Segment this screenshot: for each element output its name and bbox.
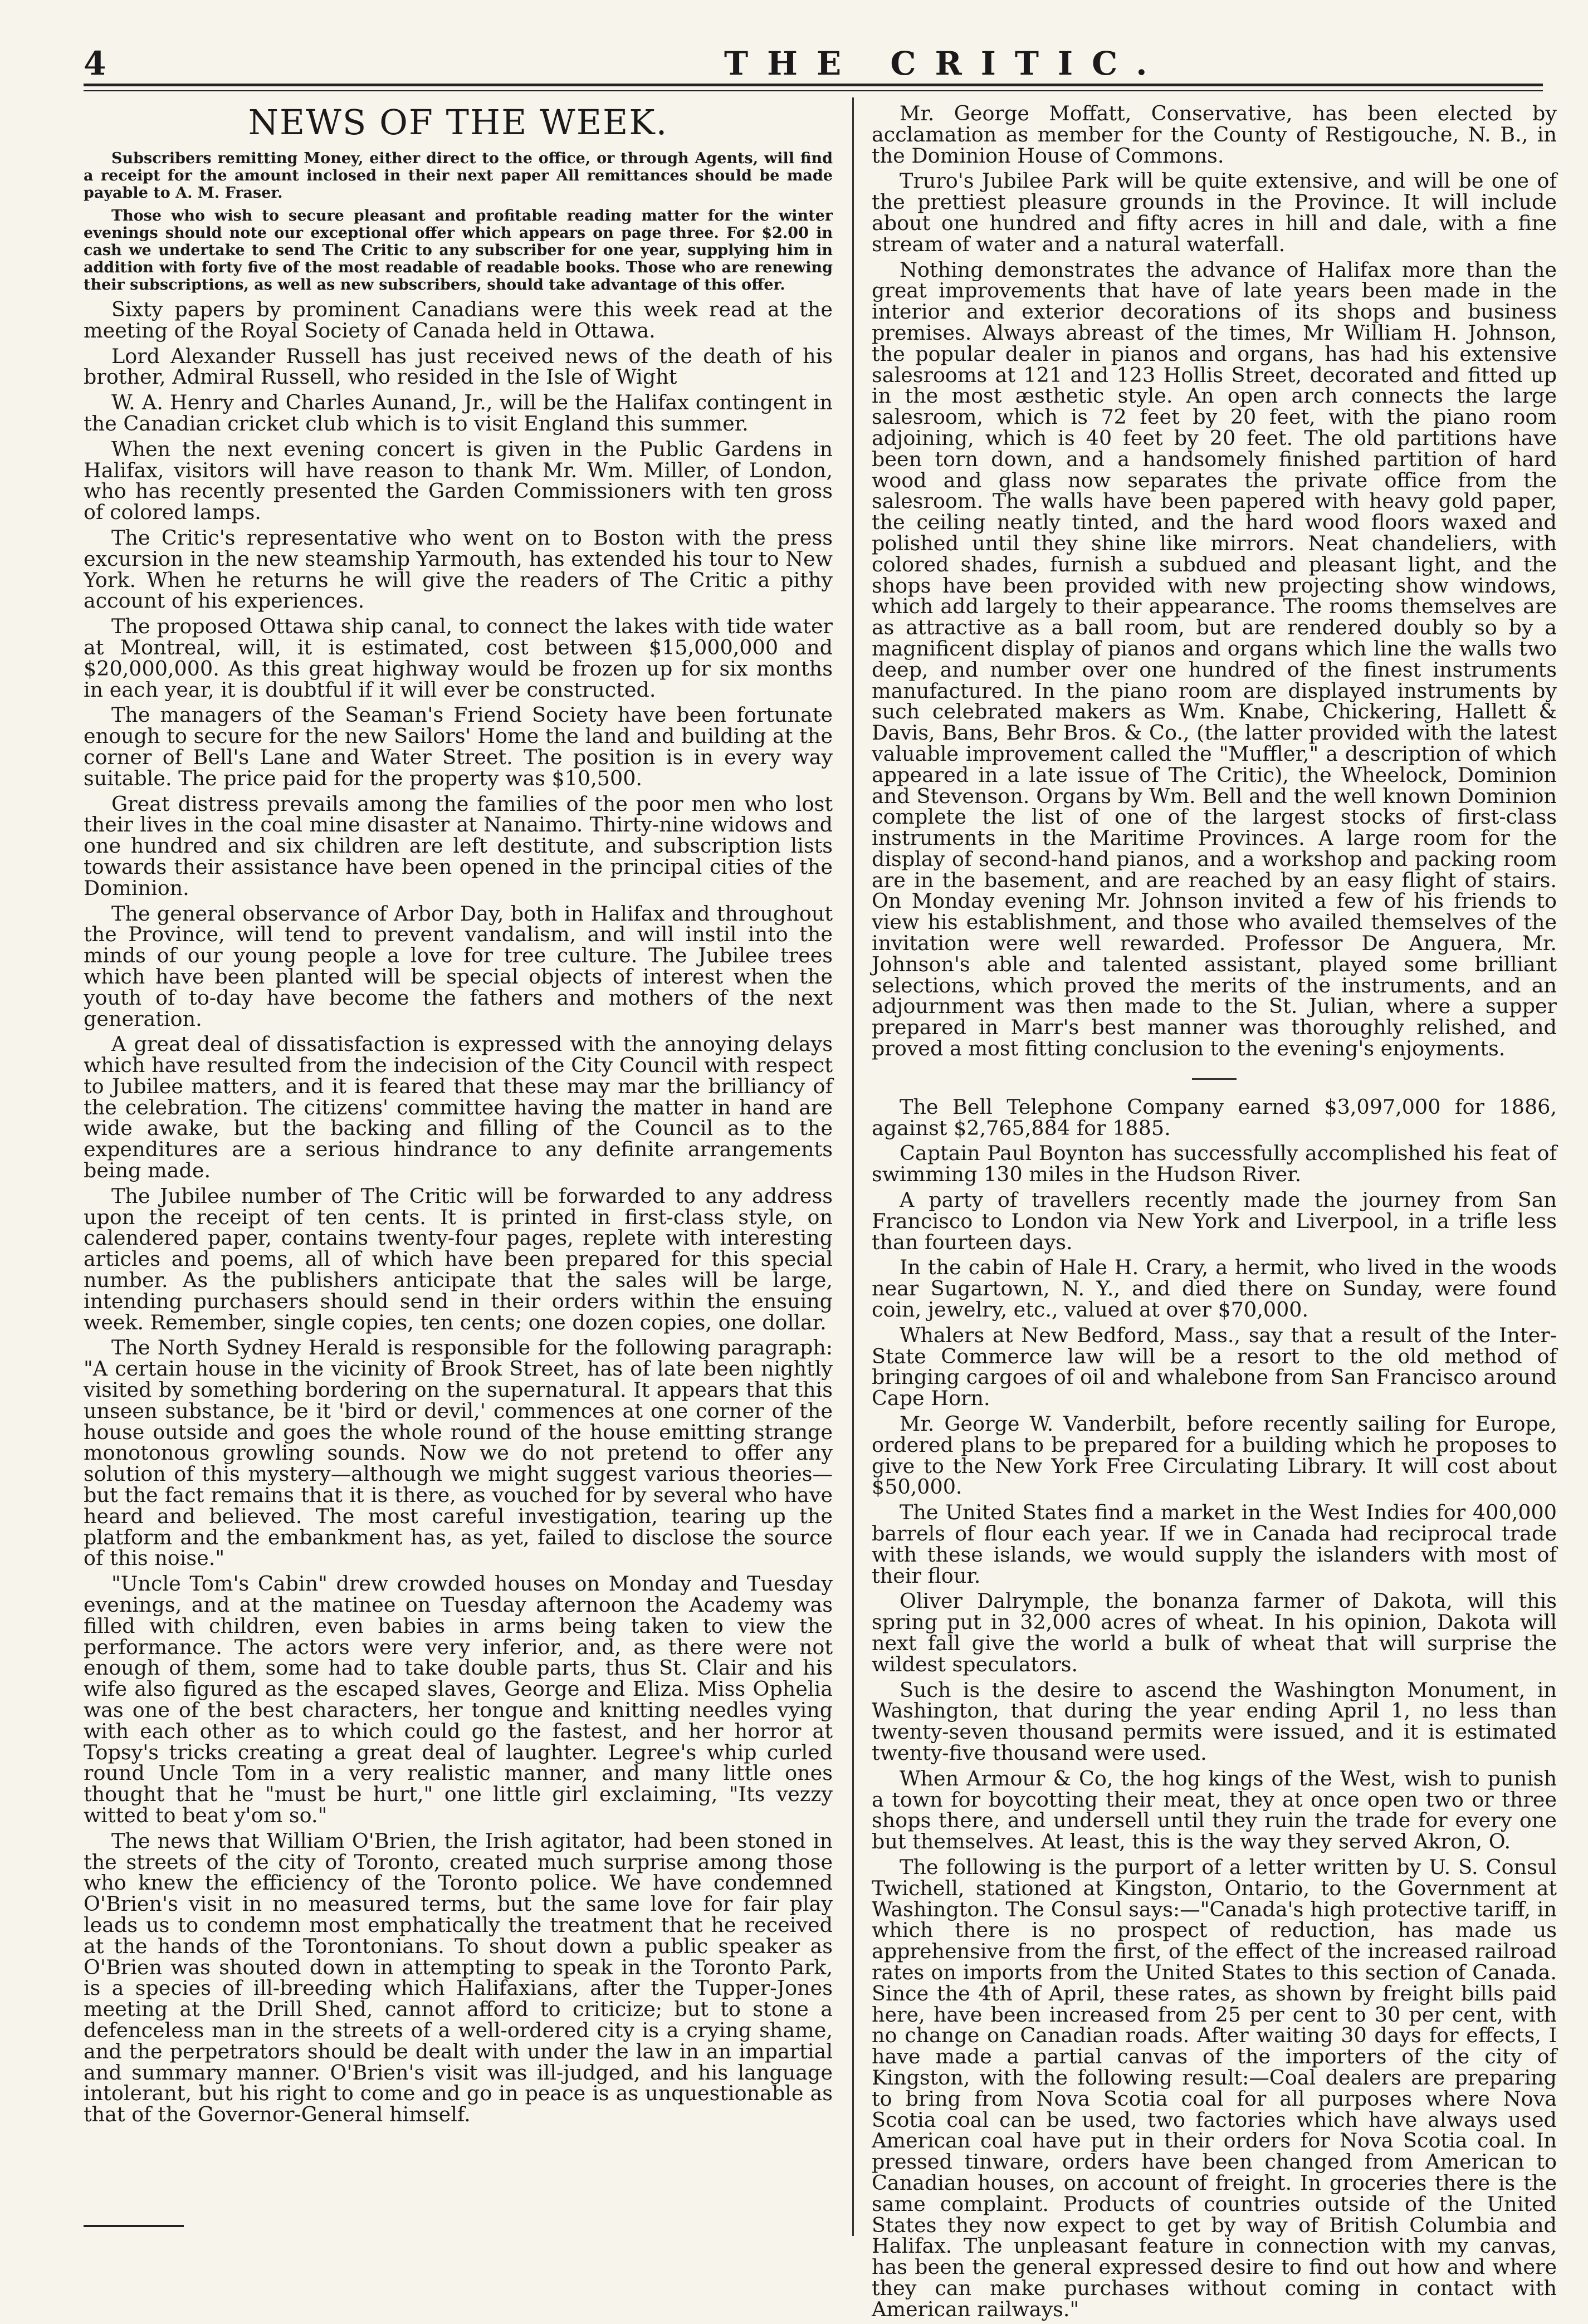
news-paragraph: Such is the desire to ascend the Washington Monument, in Washington, that during the year ending April 1, no less than twenty-seven thousand permits were issued, and it is estimated twenty-five thousand were used. — [872, 1677, 1557, 1765]
column-divider — [852, 97, 854, 2236]
masthead-title: THE CRITIC. — [724, 45, 1166, 82]
news-paragraph: "Uncle Tom's Cabin" drew crowded houses on Monday and Tuesday evenings, and at the matinee on Tuesday afternoon the Academy was filled with children, even babies in arms being taken to view the performance. The actors were very inferior, and, as there were not enough of them, some had to take double parts, thus St. Clair and his wife also figured as the escaped slaves, George and Eliza. Miss Ophelia was one of the best characters, her tongue and knitting needles vying with each other as to which could go the fastest, and her horror at Topsy's tricks creating a great deal of laughter. Legree's whip curled round Uncle Tom in a very realistic manner, and many little ones thought that he "must be hurt," one little girl exclaiming, "Its vezzy witted to beat y'om so." — [84, 1572, 833, 1827]
news-paragraph: The Bell Telephone Company earned $3,097,000 for 1886, against $2,765,884 for 1885. — [872, 1094, 1557, 1140]
news-paragraph: Mr. George W. Vanderbilt, before recently sailing for Europe, ordered plans to be prepared for a building which he proposes to give to the New York Free Circulating Library. It will cost about $50,000. — [872, 1412, 1557, 1499]
news-paragraph: The Jubilee number of The Critic will be forwarded to any address upon the receipt of ten cents. It is printed in first-class style, on calendered paper, contains twenty-four pages, replete with interesting articles and poems, all of which have been prepared for this special number. As the publishers anticipate that the sales will be large, intending purchasers should send in their orders within the ensuing week. Remember, single copies, ten cents; one dozen copies, one dollar. — [84, 1183, 833, 1334]
news-paragraph: Oliver Dalrymple, the bonanza farmer of Dakota, will this spring put in 32,000 acres of wheat. In his opinion, Dakota will next fall give the world a bulk of wheat that will surprise the wildest speculators. — [872, 1589, 1557, 1676]
news-paragraph: Lord Alexander Russell has just received news of the death of his brother, Admiral Russell, who resided in the Isle of Wight — [84, 344, 833, 389]
news-paragraph: When the next evening concert is given in the Public Gardens in Halifax, visitors will have reason to thank Mr. Wm. Miller, of London, who has recently presented the Garden Commissioners with ten gross of colored lamps. — [84, 437, 833, 525]
subscriber-notice: Subscribers remitting Money, either direct to the office, or through Agents, will find a receipt for the amount inclosed in their next paper All remittances should be made payable to A. M. Fraser. — [84, 150, 833, 202]
header-rule-thin — [84, 90, 1543, 91]
news-paragraph: Mr. George Moffatt, Conservative, has been elected by acclamation as member for the County of Restigouche, N. B., in the Dominion House of Commons. — [872, 101, 1557, 168]
page-header — [84, 42, 1532, 81]
offer-notice: Those who wish to secure pleasant and profitable reading matter for the winter evenings should note our exceptional offer which appears on page three. For $2.00 in cash we undertake to send The Critic to any subscriber for one year, supplying him in addition with forty five of the most readable of readable books. Those who are renewing their subscriptions, as well as new subscribers, should take advantage of this offer. — [84, 207, 833, 293]
news-paragraph: Great distress prevails among the families of the poor men who lost their lives in the coal mine disaster at Nanaimo. Thirty-nine widows and one hundred and six children are left destitute, and subscription lists towards their assistance have been opened in the principal cities of the Dominion. — [84, 791, 833, 900]
news-paragraph: In the cabin of Hale H. Crary, a hermit, who lived in the woods near Sugartown, N. Y., and died there on Sunday, were found coin, jewelry, etc., valued at over $70,000. — [872, 1255, 1557, 1322]
news-paragraph: Nothing demonstrates the advance of Halifax more than the great improvements that have of late years been made in the interior and exterior decorations of its shops and business premises. Always abreast of the times, Mr William H. Johnson, the popular dealer in pianos and organs, has had his extensive salesrooms at 121 and 123 Hollis Street, decorated and fitted up in the most æsthetic style. An open arch connects the large salesroom, which is 72 feet by 20 feet, with the piano room adjoining, which is 40 feet by 20 feet. The old partitions have been torn down, and a handsomely finished partition of hard wood and glass now separates the private office from the salesroom. The walls have been papered with heavy gold paper, the ceiling neatly tinted, and the hard wood floors waxed and polished until they shine like mirrors. Neat chandeliers, with colored shades, furnish a subdued and pleasant light, and the shops have been provided with new projecting show windows, which add largely to their appearance. The rooms themselves are as attractive as a ball room, but are rendered doubly so by a magnificent display of pianos and organs which line the walls two deep, and number over one hundred of the finest instruments manufactured. In the piano room are displayed instruments by such celebrated makers as Wm. Knabe, Chickering, Hallett & Davis, Bans, Behr Bros. & Co., (the latter provided with the latest valuable improvement called the "Muffler," a description of which appeared in a late issue of The Critic), the Wheelock, Dominion and Stevenson. Organs by Wm. Bell and the well known Dominion complete the list of one of the largest stocks of first-class instruments in the Maritime Provinces. A large room for the display of second-hand pianos, and a workshop and packing room are in the basement, and are reached by an easy flight of stairs. On Monday evening Mr. Johnson invited a few of his friends to view his establishment, and those who availed themselves of the invitation were well rewarded. Professor De Anguera, Mr. Johnson's able and talented assistant, played some brilliant selections, which proved the merits of the instruments, and an adjournment was then made to the St. Julian, where a supper prepared in Marr's best manner was thoroughly relished, and proved a most fitting conclusion to the evening's enjoyments. — [872, 257, 1557, 1061]
footer-rule — [84, 2225, 184, 2227]
page-number: 4 — [84, 45, 106, 82]
section-separator — [1192, 1078, 1237, 1080]
header-rule — [84, 84, 1543, 86]
news-paragraph: Captain Paul Boynton has successfully accomplished his feat of swimming 130 miles in the Hudson River. — [872, 1141, 1557, 1187]
news-paragraph: The Critic's representative who went on to Boston with the press excursion in the new steamship Yarmouth, has extended his tour to New York. When he returns he will give the readers of The Critic a pithy account of his experiences. — [84, 525, 833, 613]
news-paragraph: A great deal of dissatisfaction is expressed with the annoying delays which have resulted from the indecision of the City Council with respect to Jubilee matters, and it is feared that these may mar the brilliancy of the celebration. The citizens' committee having the matter in hand are wide awake, but the backing and filling of the Council as to the expenditures are a serious hindrance to any definite arrangements being made. — [84, 1032, 833, 1183]
news-paragraph: The following is the purport of a letter written by U. S. Consul Twichell, stationed at Kingston, Ontario, to the Government at Washington. The Consul says:—"Canada's high protective tariff, in which there is no prospect of reduction, has made us apprehensive from the first, of the effect of the increased railroad rates on imports from the United States to this section of Canada. Since the 4th of April, these rates, as shown by freight bills paid here, have been increased from 25 per cent to 30 per cent, with no change on Canadian roads. After waiting 30 days for effects, I have made a partial canvas of the importers of the city of Kingston, with the following result:—Coal dealers are preparing to bring from Nova Scotia coal for all purposes where Nova Scotia coal can be used, two factories which have always used American coal have put in their orders for Nova Scotia coal. In pressed tinware, orders have been changed from American to Canadian houses, on account of freight. In groceries there is the same complaint. Products of countries outside of the United States they now expect to get by way of British Columbia and Halifax. The unpleasant feature in connection with my canvas, has been the general expressed desire to find out how and where they can make purchases without coming in contact with American railways." — [872, 1855, 1557, 2321]
news-paragraph: When Armour & Co, the hog kings of the West, wish to punish a town for boycotting their meat, they at once open two or three shops there, and undersell until they ruin the trade for every one but themselves. At least, this is the way they served Akron, O. — [872, 1766, 1557, 1854]
news-paragraph: The United States find a market in the West Indies for 400,000 barrels of flour each year. If we in Canada had reciprocal trade with these islands, we would supply the islanders with most of their flour. — [872, 1500, 1557, 1588]
news-paragraph: The general observance of Arbor Day, both in Halifax and throughout the Province, will tend to prevent vandalism, and will instil into the minds of our young people a love for tree culture. The Jubilee trees which have been planted will be special objects of interest when the youth of to-day have become the fathers and mothers of the next generation. — [84, 901, 833, 1031]
news-paragraph: The managers of the Seaman's Friend Society have been fortunate enough to secure for the new Sailors' Home the land and building at the corner of Bell's Lane and Water Street. The position is in every way suitable. The price paid for the property was $10,500. — [84, 703, 833, 790]
news-paragraph: W. A. Henry and Charles Aunand, Jr., will be the Halifax contingent in the Canadian cricket club which is to visit England this summer. — [84, 390, 833, 436]
left-column — [84, 103, 833, 2130]
news-paragraph: A party of travellers recently made the journey from San Francisco to London via New York and Liverpool, in a trifle less than fourteen days. — [872, 1188, 1557, 1254]
right-column — [872, 103, 1557, 2324]
section-title: NEWS OF THE WEEK. — [248, 102, 668, 143]
news-paragraph: The North Sydney Herald is responsible for the following paragraph: "A certain house in the vicinity of Brook Street, has of late been nightly visited by something bordering on the supernatural. It appears that this unseen substance, be it 'bird or devil,' commences at one corner of the house outside and goes the whole round of the house emitting strange monotonous growling sounds. Now we do not pretend to offer any solution of this mystery—although we might suggest various theories—but the fact remains that it is there, as vouched for by several who have heard and believed. The most careful investigation, tearing up the platform and the embankment has, as yet, failed to disclose the source of this noise." — [84, 1335, 833, 1570]
news-paragraph: Truro's Jubilee Park will be quite extensive, and will be one of the prettiest pleasure grounds in the Province. It will include about one hundred and fifty acres in hill and dale, with a fine stream of water and a natural waterfall. — [872, 169, 1557, 256]
news-paragraph: Sixty papers by prominent Canadians were this week read at the meeting of the Royal Society of Canada held in Ottawa. — [84, 297, 833, 343]
news-paragraph: The proposed Ottawa ship canal, to connect the lakes with tide water at Montreal, will, it is estimated, cost between $15,000,000 and $20,000,000. As this great highway would be frozen up for six months in each year, it is doubtful if it will ever be constructed. — [84, 614, 833, 702]
news-paragraph: Whalers at New Bedford, Mass., say that a result of the Inter-State Commerce law will be a resort to the old method of bringing cargoes of oil and whalebone from San Francisco around Cape Horn. — [872, 1323, 1557, 1411]
news-paragraph: The news that William O'Brien, the Irish agitator, had been stoned in the streets of the city of Toronto, created much surprise among those who knew the efficiency of the Toronto police. We have condemned O'Brien's visit in no measured terms, but the same love for fair play leads us to condemn most emphatically the treatment that he received at the hands of the Torontonians. To shout down a public speaker as O'Brien was shouted down in attempting to speak in the Toronto Park, is a species of ill-breeding which Halifaxians, after the Tupper-Jones meeting at the Drill Shed, cannot afford to criticize; but to stone a defenceless man in the streets of a well-ordered city is a crying shame, and the perpetrators should be dealt with under the law in an impartial and summary manner. O'Brien's visit was ill-judged, and his language intolerant, but his right to come and go in peace is as unquestionable as that of the Governor-General himself. — [84, 1828, 833, 2127]
